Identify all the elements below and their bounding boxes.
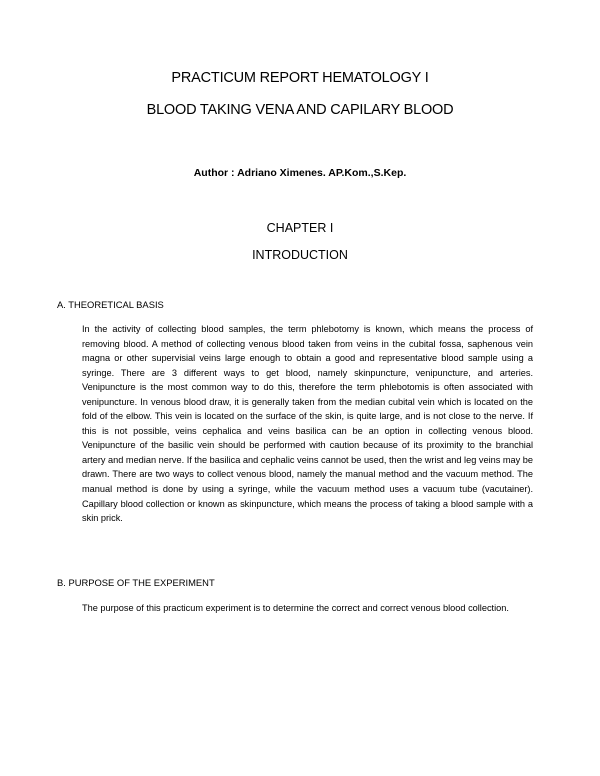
- chapter-title: INTRODUCTION: [252, 248, 348, 262]
- chapter-number: CHAPTER I: [266, 221, 334, 235]
- report-title-line-2: BLOOD TAKING VENA AND CAPILARY BLOOD: [146, 102, 454, 118]
- author-line: Author : Adriano Ximenes. AP.Kom.,S.Kep.: [193, 167, 407, 179]
- section-a-paragraph: In the activity of collecting blood samples, the term phlebotomy is known, which means the process of removing blood. A method of collecting venous blood taken from veins in the cubital fossa, saphenous vein magna or other supervisial veins large enough to obtain a good and representative blood sample using a syringe. There are 3 different ways to get blood, namely skinpuncture, venipuncture, and arteries. Venipuncture is the most common way to do this, therefore the term phlebotomis is often associated with venipuncture. In venous blood draw, it is generally taken from the median cubital vein which is located on the fold of the elbow. This vein is located on the surface of the skin, is quite large, and is not close to the nerve. If this is not possible, veins cephalica and veins basilica can be an option in collecting venous blood. Venipuncture of the basilic vein should be performed with caution because of its proximity to the branchial artery and median nerve. If the basilica and cephalic veins cannot be used, then the wrist and leg veins may be drawn. There are two ways to collect venous blood, namely the manual method and the vacuum method. The manual method is done by using a syringe, while the vacuum method uses a vacuum tube (vacutainer). Capillary blood collection or known as skinpuncture, which means the process of taking a blood sample with a skin prick.: [82, 324, 533, 524]
- section-a-heading: A. THEORETICAL BASIS: [57, 299, 164, 310]
- section-b-heading: B. PURPOSE OF THE EXPERIMENT: [57, 577, 215, 588]
- section-b-paragraph: The purpose of this practicum experiment is to determine the correct and correct venous blood collection.: [82, 603, 509, 613]
- report-title-line-1: PRACTICUM REPORT HEMATOLOGY I: [171, 70, 429, 86]
